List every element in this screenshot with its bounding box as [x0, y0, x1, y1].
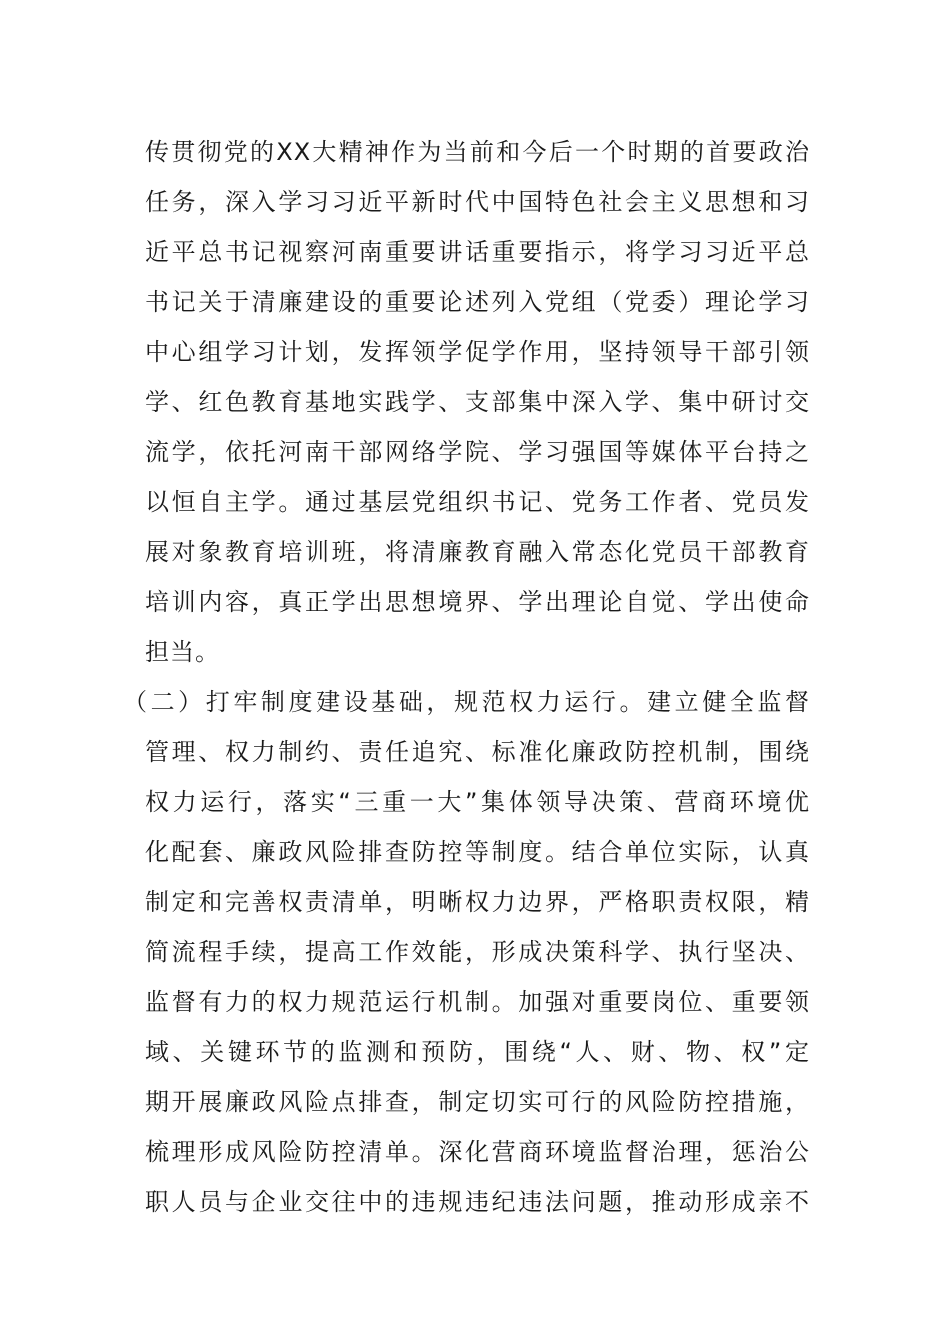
text-line-15: 化配套、廉政风险排查防控等制度。结合单位实际，认真	[145, 838, 810, 866]
text-line-17: 简流程手续，提高工作效能，形成决策科学、执行坚决、	[145, 938, 810, 966]
text-line-6: 学、红色教育基地实践学、支部集中深入学、集中研讨交	[145, 388, 810, 416]
text-line-21: 梳理形成风险防控清单。深化营商环境监督治理，惩治公	[145, 1138, 810, 1166]
text-line-2: 任务，深入学习习近平新时代中国特色社会主义思想和习	[145, 188, 810, 216]
body-text	[123, 127, 810, 1227]
text-line-5: 中心组学习计划，发挥领学促学作用，坚持领导干部引领	[145, 338, 810, 366]
text-line-22: 职人员与企业交往中的违规违纪违法问题，推动形成亲不	[145, 1188, 810, 1216]
text-line-8: 以恒自主学。通过基层党组织书记、党务工作者、党员发	[145, 488, 810, 516]
text-line-9: 展对象教育培训班，将清廉教育融入常态化党员干部教育	[145, 538, 810, 566]
text-line-3: 近平总书记视察河南重要讲话重要指示，将学习习近平总	[145, 238, 810, 266]
text-line-13: 管理、权力制约、责任追究、标准化廉政防控机制，围绕	[145, 738, 810, 766]
text-line-4: 书记关于清廉建设的重要论述列入党组（党委）理论学习	[145, 288, 810, 316]
text-line-18: 监督有力的权力规范运行机制。加强对重要岗位、重要领	[145, 988, 810, 1016]
text-line-20: 期开展廉政风险点排查，制定切实可行的风险防控措施，	[145, 1088, 810, 1116]
text-line-11: 担当。	[145, 638, 220, 666]
text-line-14: 权力运行，落实“三重一大”集体领导决策、营商环境优	[145, 788, 810, 816]
text-line-1: 传贯彻党的XX大精神作为当前和今后一个时期的首要政治	[145, 138, 810, 166]
text-line-19: 域、关键环节的监测和预防，围绕“人、财、物、权”定	[145, 1038, 810, 1066]
text-line-16: 制定和完善权责清单，明晰权力边界，严格职责权限，精	[145, 888, 810, 916]
text-line-10: 培训内容，真正学出思想境界、学出理论自觉、学出使命	[145, 588, 810, 616]
section-heading-line: （二）打牢制度建设基础，规范权力运行。建立健全监督	[123, 688, 810, 716]
text-line-7: 流学，依托河南干部网络学院、学习强国等媒体平台持之	[145, 438, 810, 466]
